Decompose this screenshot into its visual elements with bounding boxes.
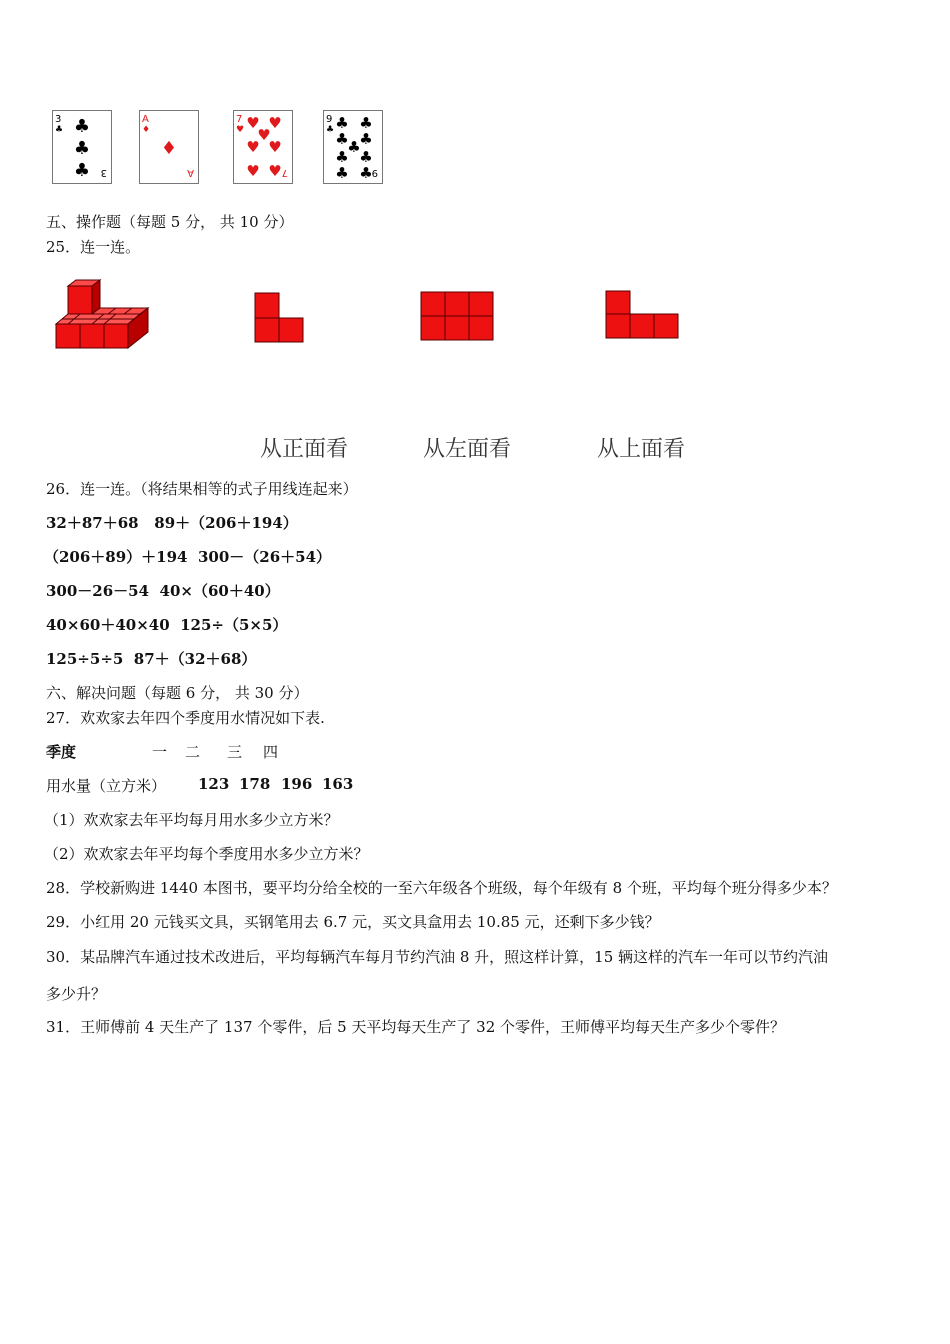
q31: 31．王师傅前 4 天生产了 137 个零件，后 5 天平均每天生产了 32 个零件，王师傅平均每天生产多少个零件？ [46, 1018, 786, 1036]
club-icon: ♣ [55, 125, 64, 135]
heart-icon: ♥ [246, 114, 260, 132]
q27-sub2: （2）欢欢家去年平均每个季度用水多少立方米？ [44, 845, 369, 863]
q26-row [46, 512, 298, 533]
club-icon: ♣ [73, 160, 91, 181]
view-label-top: 从上面看 [597, 437, 686, 462]
q27-quarter: 二 [185, 743, 201, 761]
q27-title: 27．欢欢家去年四个季度用水情况如下表. [46, 709, 325, 727]
heart-icon: ♥ [268, 162, 282, 180]
q27-sub1: （1）欢欢家去年平均每月用水多少立方米？ [44, 811, 339, 829]
q26-right-expr: 300－（26＋54） [197, 548, 332, 566]
q27-table-row-usage [46, 775, 166, 796]
view-option-b [420, 291, 494, 343]
q29: 29．小红用 20 元钱买文具，买钢笔用去 6.7 元，买文具盒用去 10.85 元，还剩下多少钱？ [46, 913, 660, 931]
q27-quarter: 一 [152, 743, 168, 761]
q26-right-expr: 89＋（206＋194） [154, 514, 298, 532]
playing-card-9-clubs [323, 110, 383, 184]
card-rank: A [142, 114, 149, 125]
card-rank: 3 [55, 114, 62, 125]
club-icon: ♣ [347, 138, 361, 156]
card-rank: 9 [326, 114, 333, 125]
club-icon: ♣ [359, 130, 373, 148]
card-rank-inverted: 9 [371, 167, 378, 178]
heart-icon: ♥ [246, 162, 260, 180]
card-rank-inverted: 3 [100, 167, 107, 178]
q27-quarter: 四 [263, 743, 279, 761]
cube-stack-3d [54, 278, 150, 350]
playing-card-7-hearts [233, 110, 293, 184]
q26-left-expr: （206＋89）＋194 [44, 548, 188, 566]
playing-card-3-clubs [52, 110, 112, 184]
section6-heading: 六、解决问题（每题 6 分， 共 30 分） [46, 684, 309, 702]
diamond-icon: ♦ [160, 138, 178, 159]
club-icon: ♣ [359, 164, 373, 182]
q27-table-row-quarters [46, 741, 76, 762]
club-icon: ♣ [326, 125, 335, 135]
club-icon: ♣ [335, 164, 349, 182]
view-option-c [605, 290, 681, 340]
view-label-left: 从左面看 [423, 437, 512, 462]
club-icon: ♣ [335, 148, 349, 166]
q26-row [46, 580, 280, 601]
q30-line1: 30．某品牌汽车通过技术改进后，平均每辆汽车每月节约汽油 8 升，照这样计算，15 辆这样的汽车一年可以节约汽油 [46, 948, 829, 966]
q26-row [46, 614, 287, 635]
q27-usage-value: 163 [322, 775, 354, 793]
card-rank: 7 [236, 114, 243, 125]
club-icon: ♣ [359, 114, 373, 132]
card-rank-inverted: A [187, 167, 194, 178]
q27-quarter-label: 季度 [46, 743, 77, 761]
q26-right-expr: 125÷（5×5） [180, 616, 288, 634]
heart-icon: ♥ [268, 114, 282, 132]
q27-quarter: 三 [227, 743, 243, 761]
heart-icon: ♥ [236, 125, 245, 135]
view-label-front: 从正面看 [260, 437, 349, 462]
q27-usage-value: 123 [198, 775, 230, 793]
diamond-icon: ♦ [142, 125, 151, 135]
q27-usage-value: 178 [239, 775, 271, 793]
q26-title: 26．连一连。（将结果相等的式子用线连起来） [46, 480, 358, 498]
q26-row [46, 648, 256, 669]
heart-icon: ♥ [246, 138, 260, 156]
q26-left-expr: 32＋87＋68 [46, 514, 139, 532]
q27-usage-label: 用水量（立方米） [46, 777, 167, 795]
view-option-a [254, 292, 306, 344]
playing-card-ace-diamonds [139, 110, 199, 184]
club-icon: ♣ [335, 130, 349, 148]
q25-title: 25．连一连。 [46, 238, 141, 256]
heart-icon: ♥ [257, 126, 271, 144]
q26-right-expr: 87＋（32＋68） [133, 650, 257, 668]
q26-right-expr: 40×（60＋40） [159, 582, 280, 600]
q26-left-expr: 300－26－54 [46, 582, 150, 600]
q26-row [44, 546, 331, 567]
club-icon: ♣ [335, 114, 349, 132]
q27-usage-value: 196 [281, 775, 313, 793]
q26-left-expr: 125÷5÷5 [46, 650, 124, 668]
club-icon: ♣ [73, 116, 91, 137]
card-rank-inverted: 7 [281, 167, 288, 178]
q28: 28．学校新购进 1440 本图书，要平均分给全校的一至六年级各个班级，每个年级有 8 个班，平均每个班分得多少本？ [46, 879, 837, 897]
q26-left-expr: 40×60＋40×40 [46, 616, 170, 634]
section5-heading: 五、操作题（每题 5 分， 共 10 分） [46, 213, 294, 231]
club-icon: ♣ [359, 148, 373, 166]
club-icon: ♣ [73, 138, 91, 159]
q30-line2: 多少升？ [46, 985, 107, 1003]
heart-icon: ♥ [268, 138, 282, 156]
